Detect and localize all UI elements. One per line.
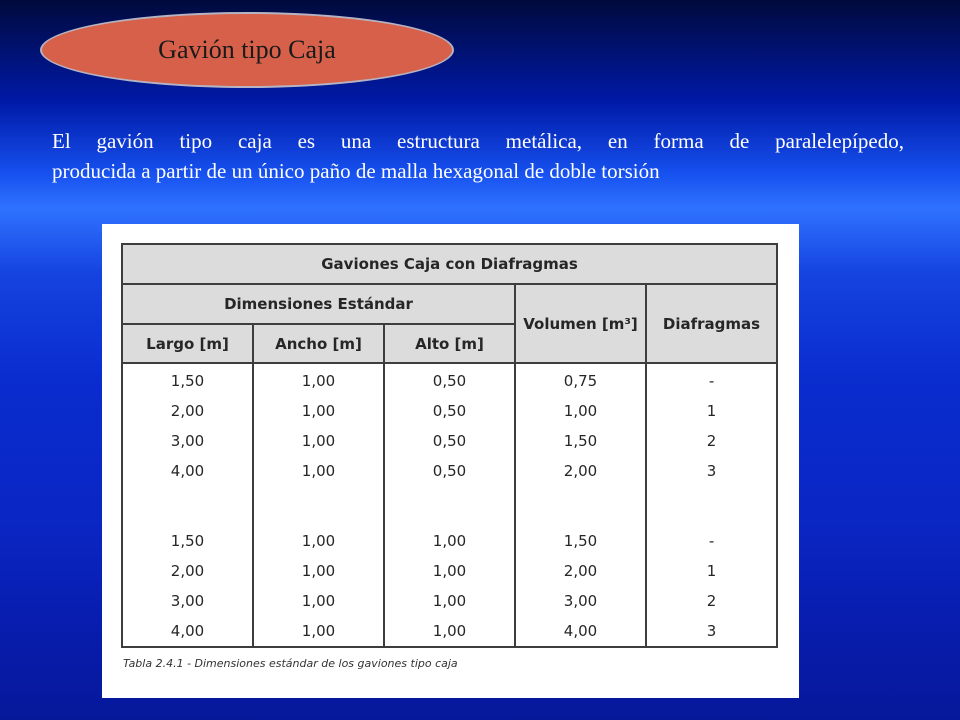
col-header-alto: Alto [m] <box>384 324 515 363</box>
column-cell <box>253 363 384 647</box>
table-cell: 2,00 <box>170 402 205 420</box>
intro-line-2: producida a partir de un único paño de malla hexagonal de doble torsión <box>52 159 660 183</box>
table-cell: 3 <box>706 622 717 640</box>
table-cell: 3,00 <box>563 592 598 610</box>
table-cell: 1,00 <box>301 432 336 450</box>
table-cell: - <box>708 532 715 550</box>
table-cell: 1,00 <box>432 622 467 640</box>
column-cell <box>384 363 515 647</box>
table-cell: 3,00 <box>170 432 205 450</box>
table-cell: 0,50 <box>432 432 467 450</box>
table-cell: 4,00 <box>170 462 205 480</box>
table-cell: 2 <box>706 432 717 450</box>
table-cell: 2,00 <box>170 562 205 580</box>
table-cell: 1,00 <box>563 402 598 420</box>
table-cell: 4,00 <box>563 622 598 640</box>
table-cell: 1,00 <box>432 592 467 610</box>
col-header-diafragmas: Diafragmas <box>646 284 777 363</box>
group-header: Dimensiones Estándar <box>122 284 515 324</box>
table-cell: 1,00 <box>301 462 336 480</box>
table-cell: 1,00 <box>301 622 336 640</box>
column-cell <box>122 363 253 647</box>
table-cell: 3 <box>706 462 717 480</box>
table-cell: 0,75 <box>563 372 598 390</box>
table-cell: 1,00 <box>301 372 336 390</box>
table-cell: 0,50 <box>432 462 467 480</box>
column-cell <box>515 363 646 647</box>
table-title: Gaviones Caja con Diafragmas <box>122 244 777 284</box>
gabion-dimensions-table <box>121 243 778 648</box>
table-cell: 0,50 <box>432 402 467 420</box>
table-cell: 1 <box>706 402 717 420</box>
col-header-largo: Largo [m] <box>122 324 253 363</box>
table-cell: 2,00 <box>563 562 598 580</box>
table-cell: 1,00 <box>301 532 336 550</box>
table-cell: 1,00 <box>301 592 336 610</box>
table-cell: 2 <box>706 592 717 610</box>
table-cell: 1,50 <box>170 372 205 390</box>
table-cell: 1,00 <box>301 562 336 580</box>
table-row <box>122 363 777 647</box>
table-cell: 1 <box>706 562 717 580</box>
table-cell: - <box>708 372 715 390</box>
col-header-volumen: Volumen [m³] <box>515 284 646 363</box>
table-cell: 2,00 <box>563 462 598 480</box>
table-cell: 0,50 <box>432 372 467 390</box>
slide-title: Gavión tipo Caja <box>158 35 336 64</box>
table-cell: 1,00 <box>432 562 467 580</box>
table-caption: Tabla 2.4.1 - Dimensiones estándar de los gaviones tipo caja <box>123 657 458 670</box>
table-cell: 1,50 <box>563 432 598 450</box>
intro-paragraph <box>52 126 904 186</box>
title-ellipse <box>40 12 454 88</box>
table-cell: 1,00 <box>432 532 467 550</box>
table-cell: 1,50 <box>170 532 205 550</box>
table-cell: 4,00 <box>170 622 205 640</box>
table-cell: 1,50 <box>563 532 598 550</box>
table-image <box>102 224 799 698</box>
intro-line-1: El gavión tipo caja es una estructura metálica, en forma de paralelepípedo, <box>52 129 904 153</box>
table-cell: 1,00 <box>301 402 336 420</box>
column-cell <box>646 363 777 647</box>
table-cell: 3,00 <box>170 592 205 610</box>
col-header-ancho: Ancho [m] <box>253 324 384 363</box>
